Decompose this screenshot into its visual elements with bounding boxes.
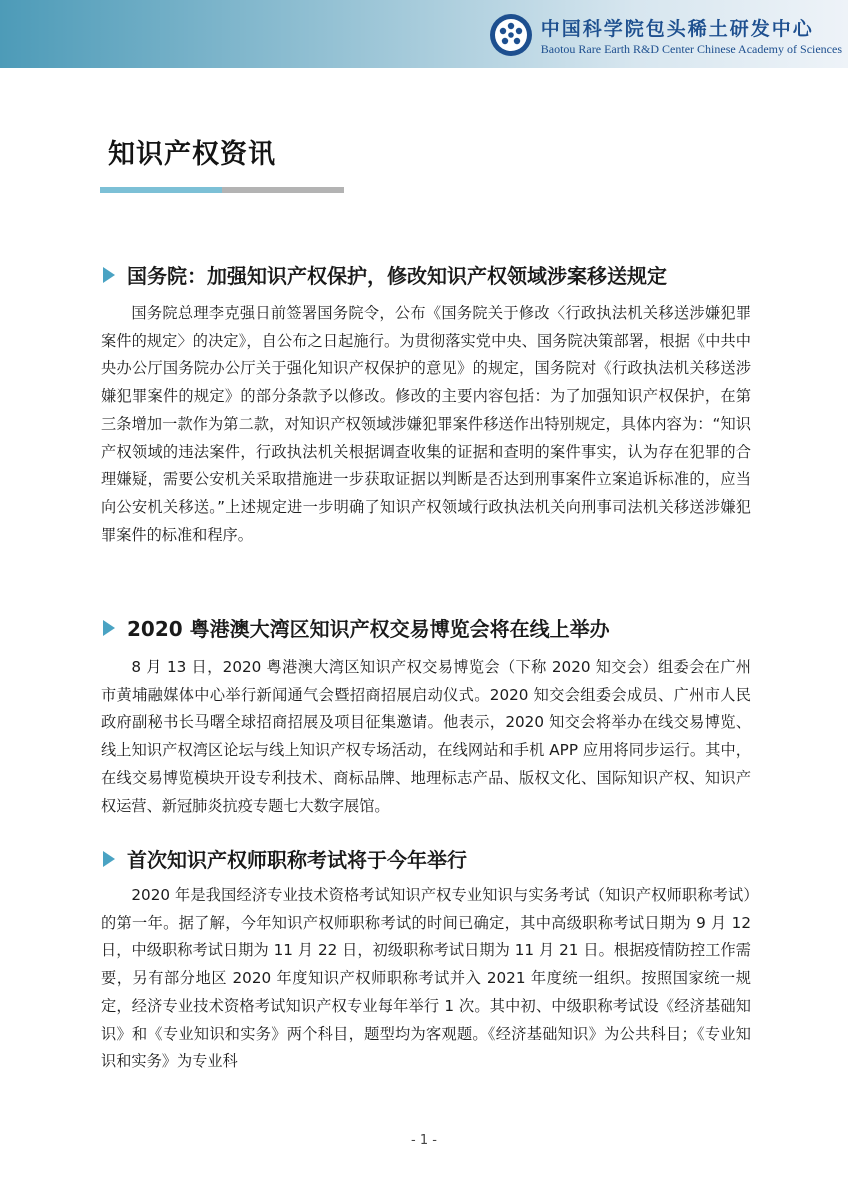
section-body-1: 国务院总理李克强日前签署国务院令，公布《国务院关于修改〈行政执法机关移送涉嫌犯罪案件的规定〉的决定》，自公布之日起施行。为贯彻落实党中央、国务院决策部署，根据《中共中央办公厅国务院办公厅关于强化知识产权保护的意见》的规定，国务院对《行政执法机关移送涉嫌犯罪案件的规定》的部分条款予以修改。修改的主要内容包括：为了加强知识产权保护，在第三条增加一款作为第二款，对知识产权领域涉嫌犯罪案件移送作出特别规定，具体内容为：“知识产权领域的违法案件，行政执法机关根据调查收集的证据和查明的案件事实，认为存在犯罪的合理嫌疑，需要公安机关采取措施进一步获取证据以判断是否达到刑事案件立案追诉标准的，应当向公安机关移送。”上述规定进一步明确了知识产权领域行政执法机关向刑事司法机关移送涉嫌犯罪案件的标准和程序。 xyxy=(101,304,751,544)
section-heading-text: 国务院：加强知识产权保护，修改知识产权领域涉案移送规定 xyxy=(127,264,667,288)
section-body-2: 8 月 13 日，2020 粤港澳大湾区知识产权交易博览会（下称 2020 知交会）组委会在广州市黄埔融媒体中心举行新闻通气会暨招商招展启动仪式。2020 知交会组委会成员、广州市人民政府副秘书长马曙全球招商招展及项目征集邀请。他表示，2020 知交会将举办在线交易博览、线上知识产权湾区论坛与线上知识产权专场活动，在线网站和手机 APP 应用将同步运行。其中，在线交易博览模块开设专利技术、商标品牌、地理标志产品、版权文化、国际知识产权、知识产权运营、新冠肺炎抗疫专题七大数字展馆。 xyxy=(101,658,751,815)
triangle-bullet-icon xyxy=(103,620,115,636)
org-logo xyxy=(489,10,842,60)
section-heading-text: 2020 粤港澳大湾区知识产权交易博览会将在线上举办 xyxy=(127,617,610,641)
triangle-bullet-icon xyxy=(103,267,115,283)
cas-emblem-icon xyxy=(489,13,533,57)
page-number: - 1 - xyxy=(411,1133,437,1148)
title-underline-gray xyxy=(222,187,344,193)
org-name-en: Baotou Rare Earth R&D Center Chinese Academy of Sciences xyxy=(540,41,842,56)
title-underline-blue xyxy=(100,187,222,193)
section-heading-text: 首次知识产权师职称考试将于今年举行 xyxy=(127,848,467,872)
org-name-cn: 中国科学院包头稀土研发中心 xyxy=(540,17,814,40)
triangle-bullet-icon xyxy=(103,851,115,867)
page-title: 知识产权资讯 xyxy=(108,139,276,170)
section-heading-2 xyxy=(103,613,610,642)
section-body-3: 2020 年是我国经济专业技术资格考试知识产权专业知识与实务考试（知识产权师职称考试）的第一年。据了解，今年知识产权师职称考试的时间已确定，其中高级职称考试日期为 9 月 12 日，中级职称考试日期为 11 月 22 日，初级职称考试日期为 11 月 21 日。根据疫情防控工作需要，另有部分地区 2020 年度知识产权师职称考试并入 2021 年度统一组织。按照国家统一规定，经济专业技术资格考试知识产权专业每年举行 1 次。其中初、中级职称考试设《经济基础知识》和《专业知识和实务》两个科目，题型均为客观题。《经济基础知识》为公共科目；《专业知识和实务》为专业科 xyxy=(101,886,751,1071)
section-heading-1 xyxy=(103,260,667,289)
section-heading-3 xyxy=(103,844,467,873)
